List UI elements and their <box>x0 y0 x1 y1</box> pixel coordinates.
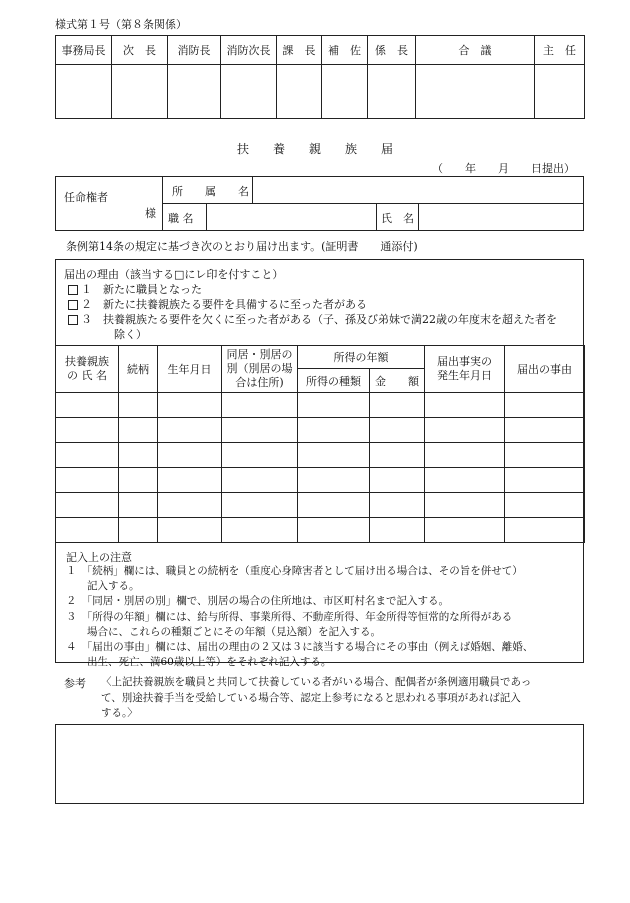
table-row <box>56 393 585 418</box>
table-cell[interactable] <box>158 493 222 518</box>
table-cell[interactable] <box>56 393 119 418</box>
stamp-cell[interactable] <box>221 65 277 119</box>
shokumei-field[interactable] <box>208 205 374 229</box>
table-cell[interactable] <box>119 493 158 518</box>
table-cell[interactable] <box>425 418 505 443</box>
approval-header: 係 長 <box>368 36 416 65</box>
table-cell[interactable] <box>425 393 505 418</box>
ninmei-label: 任命権者 <box>64 191 108 204</box>
header-residence: 同居・別居の 別（別居の場 合は住所) <box>222 346 298 393</box>
note-line: １ 「続柄」欄には、職員との続柄を（重度心身障害者として届け出る場合は、その旨を併せて） <box>66 565 523 577</box>
table-cell[interactable] <box>119 443 158 468</box>
table-cell[interactable] <box>222 418 298 443</box>
table-cell[interactable] <box>298 393 370 418</box>
table-cell[interactable] <box>119 468 158 493</box>
note-line: ２ 「同居・別居の別」欄で、別居の場合の住所地は、市区町村名まで記入する。 <box>66 595 450 608</box>
table-row <box>56 418 585 443</box>
table-cell[interactable] <box>505 418 585 443</box>
checkbox-icon[interactable] <box>68 285 78 295</box>
header-income: 所得の年額 <box>298 346 425 369</box>
applicant-section <box>55 176 584 231</box>
table-cell[interactable] <box>425 443 505 468</box>
table-cell[interactable] <box>119 518 158 543</box>
document-title: 扶 養 親 族 届 <box>236 142 393 156</box>
shozoku-label: 所 属 名 <box>172 185 249 198</box>
stamp-cell[interactable] <box>168 65 221 119</box>
note-line: ３ 「所得の年額」欄には、給与所得、事業所得、不動産所得、年金所得等恒常的な所得がある <box>66 610 513 623</box>
table-cell[interactable] <box>119 393 158 418</box>
reason-item[interactable]: １ 新たに職員となった <box>68 281 202 297</box>
stamp-cell[interactable] <box>368 65 416 119</box>
approval-header: 次 長 <box>112 36 168 65</box>
table-cell[interactable] <box>56 418 119 443</box>
stamp-cell[interactable] <box>416 65 535 119</box>
table-cell[interactable] <box>298 493 370 518</box>
form-id: 様式第１号（第８条関係） <box>55 18 187 31</box>
table-cell[interactable] <box>158 393 222 418</box>
reason-item-cont: 除く） <box>114 328 147 341</box>
header-birthdate: 生年月日 <box>158 346 222 393</box>
submission-date[interactable]: （ 年 月 日提出） <box>432 162 575 175</box>
table-row <box>56 493 585 518</box>
table-cell[interactable] <box>56 443 119 468</box>
table-cell[interactable] <box>505 468 585 493</box>
header-event-date: 届出事実の 発生年月日 <box>425 346 505 393</box>
sama-label: 様 <box>145 207 156 220</box>
table-cell[interactable] <box>56 493 119 518</box>
sanko-text: 〈上記扶養親族を職員と共同して扶養している者がいる場合、配偶者が条例適用職員であっ て、別途扶養手当を受給している場合等、認定上参考になると思われる事項があれば記入 する。〉 <box>101 676 532 719</box>
header-reason: 届出の事由 <box>505 346 585 393</box>
stamp-cell[interactable] <box>112 65 168 119</box>
note-line: ４ 「届出の事由」欄には、届出の理由の２又は３に該当する場合にその事由（例えば婚姻、離婚、 <box>66 641 534 654</box>
header-relation: 続柄 <box>119 346 158 393</box>
header-income-type: 所得の種類 <box>298 369 370 393</box>
reason-item[interactable]: ２ 新たに扶養親族たる要件を具備するに至った者がある <box>68 296 367 312</box>
table-row <box>56 518 585 543</box>
note-line: 出生、死亡、満60歳以上等）をそれぞれ記入する。 <box>66 656 332 669</box>
note-line: 記入する。 <box>66 580 140 593</box>
stamp-cell[interactable] <box>535 65 585 119</box>
dependents-table <box>55 345 585 543</box>
table-cell[interactable] <box>298 518 370 543</box>
approval-header: 補 佐 <box>322 36 368 65</box>
table-cell[interactable] <box>370 468 425 493</box>
table-cell[interactable] <box>370 418 425 443</box>
table-cell[interactable] <box>298 443 370 468</box>
approval-header: 事務局長 <box>56 36 112 65</box>
reason-item[interactable]: ３ 扶養親族たる要件を欠くに至った者がある（子、孫及び弟妹で満22歳の年度末を超えた者を <box>68 311 557 327</box>
checkbox-icon[interactable] <box>68 300 78 310</box>
header-name: 扶養親族 の 氏 名 <box>56 346 119 393</box>
table-cell[interactable] <box>425 518 505 543</box>
table-cell[interactable] <box>370 393 425 418</box>
table-cell[interactable] <box>158 518 222 543</box>
table-cell[interactable] <box>505 393 585 418</box>
notes-list <box>66 564 533 670</box>
table-cell[interactable] <box>222 493 298 518</box>
shozoku-field[interactable] <box>254 178 582 202</box>
table-cell[interactable] <box>56 468 119 493</box>
table-cell[interactable] <box>370 493 425 518</box>
table-cell[interactable] <box>298 418 370 443</box>
table-row <box>56 443 585 468</box>
table-cell[interactable] <box>56 518 119 543</box>
approval-header: 主 任 <box>535 36 585 65</box>
table-cell[interactable] <box>425 493 505 518</box>
table-cell[interactable] <box>222 518 298 543</box>
intro-text: 条例第14条の規定に基づき次のとおり届け出ます。(証明書 通添付) <box>66 240 418 253</box>
stamp-cell[interactable] <box>277 65 322 119</box>
table-cell[interactable] <box>298 468 370 493</box>
stamp-cell[interactable] <box>56 65 112 119</box>
table-cell[interactable] <box>158 418 222 443</box>
table-cell[interactable] <box>370 443 425 468</box>
approval-table <box>55 35 585 119</box>
table-cell[interactable] <box>222 393 298 418</box>
table-cell[interactable] <box>158 468 222 493</box>
table-cell[interactable] <box>505 493 585 518</box>
main-section <box>55 259 584 669</box>
shimei-field[interactable] <box>420 205 582 229</box>
notes-heading: 記入上の注意 <box>66 551 132 564</box>
table-cell[interactable] <box>425 468 505 493</box>
table-row <box>56 468 585 493</box>
shokumei-label: 職 名 <box>168 212 194 225</box>
table-cell[interactable] <box>119 418 158 443</box>
table-cell[interactable] <box>370 518 425 543</box>
sanko-field[interactable] <box>55 724 584 804</box>
table-cell[interactable] <box>505 443 585 468</box>
note-line: 場合に、これらの種類ごとにその年額（見込額）を記入する。 <box>66 625 381 638</box>
shimei-label: 氏 名 <box>381 212 414 225</box>
table-cell[interactable] <box>505 518 585 543</box>
stamp-cell[interactable] <box>322 65 368 119</box>
approval-header: 消防次長 <box>221 36 277 65</box>
table-cell[interactable] <box>222 443 298 468</box>
table-cell[interactable] <box>158 443 222 468</box>
reasons-heading: 届出の理由（該当する□にレ印を付すこと） <box>64 268 284 281</box>
approval-header: 消防長 <box>168 36 221 65</box>
table-cell[interactable] <box>222 468 298 493</box>
checkbox-icon[interactable] <box>68 315 78 325</box>
sanko-label: 参考 <box>64 677 86 690</box>
header-amount: 金 額 <box>370 369 425 393</box>
approval-header: 合 議 <box>416 36 535 65</box>
approval-header: 課 長 <box>277 36 322 65</box>
